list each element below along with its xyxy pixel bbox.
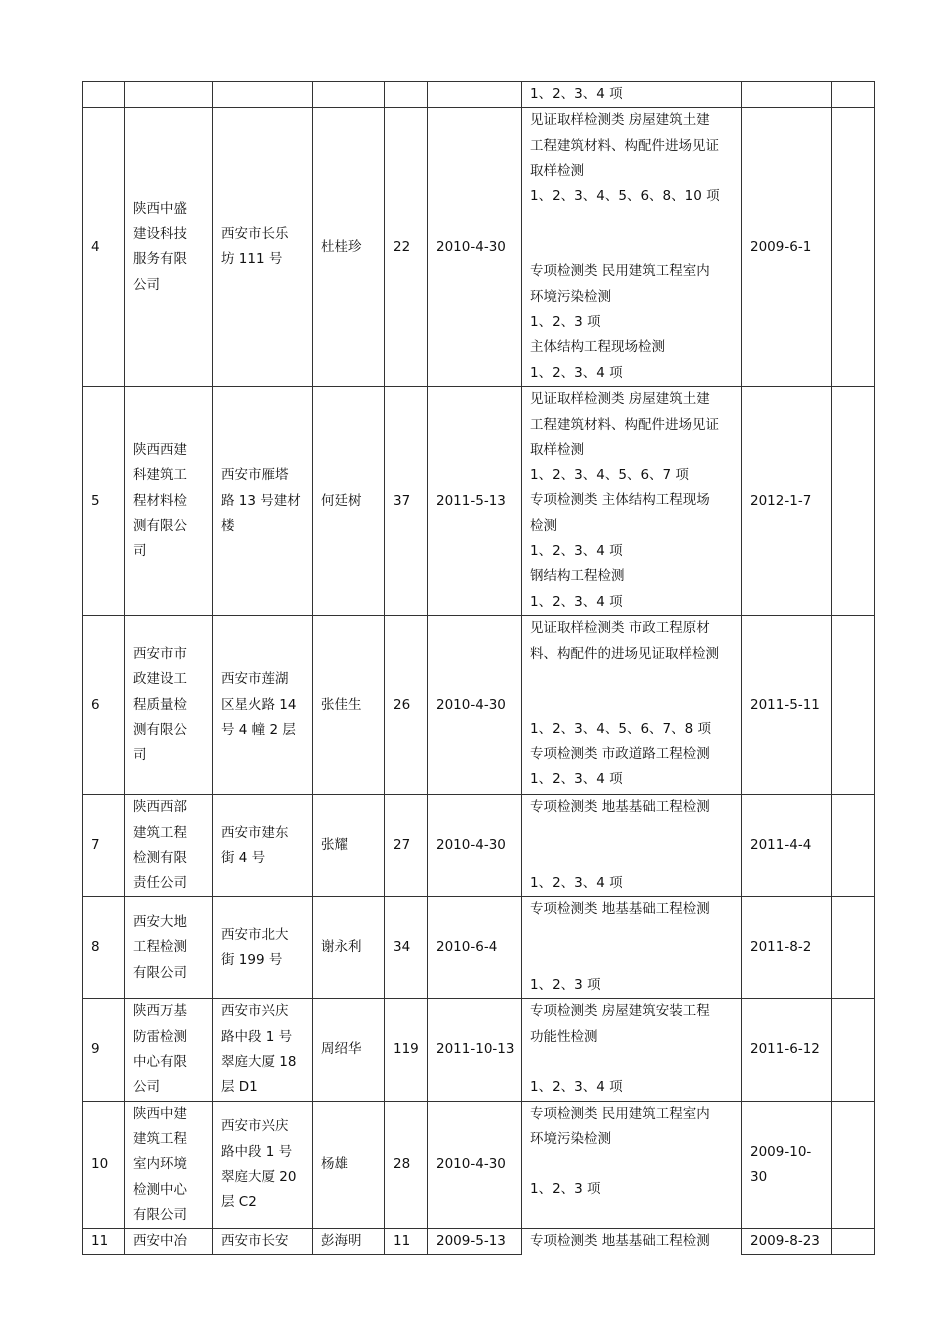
scope-line [530,846,733,871]
scope-line: 1、2、3、4 项 [530,593,623,610]
company-name-line: 测有限公 [133,721,187,738]
company-name [125,387,213,616]
company-name-line: 陕西西部 [133,799,187,816]
company-name-line: 室内环境 [133,1156,187,1173]
scope-line [530,1152,733,1177]
scope-line: 环境污染检测 [530,1130,611,1147]
legal-person: 彭海明 [313,1229,385,1255]
company-name-line: 西安市市 [133,646,187,663]
company-name-line: 责任公司 [133,875,187,892]
company-address-line: 层 C2 [221,1194,257,1211]
scope-cell [522,1101,742,1228]
scope-cell [522,897,742,999]
legal-person: 杨雄 [313,1101,385,1228]
scope-cell [522,999,742,1101]
scope-line [530,692,733,717]
remark-cell [832,616,875,795]
scope-line: 料、构配件的进场见证取样检测 [530,645,719,662]
legal-person: 张耀 [313,795,385,897]
issue-date: 2010-4-30 [428,795,522,897]
staff-count: 28 [385,1101,428,1228]
staff-count: 37 [385,387,428,616]
scope-line: 环境污染检测 [530,288,611,305]
expire-date: 2009-10-30 [742,1101,832,1228]
company-name-line: 建筑工程 [133,824,187,841]
scope-line [530,821,733,846]
row-number: 4 [83,108,125,387]
company-address-line: 西安市兴庆 [221,1118,289,1135]
company-address-line: 西安市北大 [221,926,289,943]
table-row [83,1101,875,1228]
scope-line: 1、2、3 项 [530,976,601,993]
scope-line: 专项检测类 民用建筑工程室内 [530,1105,710,1122]
issue-date: 2011-10-13 [428,999,522,1101]
scope-line: 见证取样检测类 市政工程原材 [530,620,710,637]
issue-date: 2011-5-13 [428,387,522,616]
remark-cell [832,795,875,897]
scope-cell [522,616,742,795]
scope-line: 1、2、3、4 项 [530,874,623,891]
scope-line: 取样检测 [530,441,584,458]
scope-line: 检测 [530,517,557,534]
company-name-line: 中心有限 [133,1054,187,1071]
company-address-line: 西安市长乐 [221,226,289,242]
table-row [83,999,875,1101]
scope-line: 1、2、3、4、5、6、8、10 项 [530,188,720,205]
remark-cell [832,999,875,1101]
company-address [213,795,313,897]
company-name-line: 有限公司 [133,964,187,981]
table-row [83,108,875,387]
company-name-line: 防雷检测 [133,1028,187,1045]
company-address-line: 楼 [221,517,235,534]
company-name-line: 检测有限 [133,849,187,866]
table-row [83,897,875,999]
company-address [213,1229,313,1255]
company-name [125,897,213,999]
remark-cell [832,1229,875,1255]
scope-line: 专项检测类 市政道路工程检测 [530,746,710,763]
issue-date: 2010-4-30 [428,1101,522,1228]
remark-cell [832,897,875,999]
remark-cell [832,1101,875,1228]
company-address-line: 西安市兴庆 [221,1003,289,1020]
issue-date: 2010-4-30 [428,108,522,387]
company-name [125,1101,213,1228]
scope-line: 专项检测类 地基基础工程检测 [530,799,710,816]
company-name-line: 科建筑工 [133,467,187,484]
scope-line: 专项检测类 地基基础工程检测 [530,1233,710,1250]
expire-date: 2009-8-23 [742,1229,832,1255]
scope-cell [522,1229,742,1255]
company-name-line: 陕西中建 [133,1105,187,1122]
remark-cell [832,387,875,616]
company-address-line: 路 13 号建材 [221,492,301,509]
company-name [125,108,213,387]
row-number: 11 [83,1229,125,1255]
company-name-line: 公司 [133,1079,160,1096]
company-name-line: 西安中冶 [133,1233,187,1250]
legal-person: 周绍华 [313,999,385,1101]
scope-line: 功能性检测 [530,1028,598,1045]
table-row [83,387,875,616]
legal-person: 杜桂珍 [313,108,385,387]
company-address [213,1101,313,1228]
staff-count: 26 [385,616,428,795]
staff-count: 27 [385,795,428,897]
scope-line: 专项检测类 民用建筑工程室内 [530,263,710,280]
scope-line: 1、2、3、4 项 [530,771,623,788]
issue-date: 2009-5-13 [428,1229,522,1255]
company-address-line: 街 199 号 [221,951,283,968]
company-address-line: 坊 111 号 [221,251,283,268]
scope-line [530,667,733,692]
company-address [213,897,313,999]
scope-cell [522,795,742,897]
company-name-line: 建设科技 [133,226,187,242]
company-name [125,999,213,1101]
expire-date: 2009-6-1 [742,108,832,387]
scope-cell [522,108,742,387]
row-number: 8 [83,897,125,999]
company-name-line: 司 [133,543,147,560]
expire-date: 2011-8-2 [742,897,832,999]
company-address-line: 西安市长安 [221,1233,289,1250]
remark-cell [832,108,875,387]
company-name-line: 公司 [133,276,160,293]
company-name-line: 工程检测 [133,939,187,956]
row-number: 5 [83,387,125,616]
company-name-line: 政建设工 [133,671,187,688]
scope-line: 见证取样检测类 房屋建筑土建 [530,112,710,129]
qualification-table [82,81,875,1255]
company-name-line: 陕西中盛 [133,200,187,217]
company-name-line: 建筑工程 [133,1130,187,1147]
scope-cell [522,387,742,616]
company-name-line: 测有限公 [133,517,187,534]
legal-person: 谢永利 [313,897,385,999]
scope-line: 专项检测类 房屋建筑安装工程 [530,1003,710,1020]
scope-line: 见证取样检测类 房屋建筑土建 [530,391,710,408]
company-address [213,387,313,616]
company-name-line: 服务有限 [133,251,187,268]
company-address-line: 西安市莲湖 [221,671,289,688]
company-name-line: 司 [133,747,147,764]
company-address-line: 西安市雁塔 [221,467,289,484]
company-address [213,616,313,795]
scope-line: 钢结构工程检测 [530,568,625,585]
scope-line [530,209,733,234]
company-address-line: 路中段 1 号 [221,1143,293,1160]
company-name-line: 西安大地 [133,914,187,931]
legal-person: 张佳生 [313,616,385,795]
company-name-line: 程质量检 [133,696,187,713]
company-address-line: 层 D1 [221,1079,258,1096]
company-name-line: 陕西西建 [133,442,187,459]
company-address-line: 路中段 1 号 [221,1028,293,1045]
row-number: 9 [83,999,125,1101]
scope-cell: 1、2、3、4 项 [522,82,742,108]
scope-line: 1、2、3、4、5、6、7、8 项 [530,720,712,737]
company-name-line: 检测中心 [133,1181,187,1198]
staff-count: 11 [385,1229,428,1255]
scope-line [530,1050,733,1075]
legal-person: 何廷树 [313,387,385,616]
company-name-line: 有限公司 [133,1206,187,1223]
expire-date: 2012-1-7 [742,387,832,616]
table-row [83,795,875,897]
company-address-line: 西安市建东 [221,824,289,841]
scope-line: 1、2、3、4 项 [530,1079,623,1096]
scope-line: 1、2、3 项 [530,314,601,331]
row-number: 6 [83,616,125,795]
company-name [125,1229,213,1255]
company-address [213,999,313,1101]
table-row [83,616,875,795]
table-row-top [83,82,875,108]
scope-line: 1、2、3、4、5、6、7 项 [530,467,689,484]
expire-date: 2011-6-12 [742,999,832,1101]
scope-line [530,234,733,259]
scope-line: 专项检测类 主体结构工程现场 [530,492,710,509]
row-number: 10 [83,1101,125,1228]
scope-line [530,923,733,948]
company-name [125,616,213,795]
scope-line: 专项检测类 地基基础工程检测 [530,901,710,918]
scope-line: 取样检测 [530,162,584,179]
staff-count: 22 [385,108,428,387]
company-name-line: 程材料检 [133,492,187,509]
row-number: 7 [83,795,125,897]
company-name [125,795,213,897]
issue-date: 2010-4-30 [428,616,522,795]
scope-line: 1、2、3、4 项 [530,364,623,381]
scope-line: 主体结构工程现场检测 [530,339,665,356]
company-address-line: 翠庭大厦 18 [221,1054,297,1071]
scope-line: 工程建筑材料、构配件进场见证 [530,416,719,433]
table-row [83,1229,875,1255]
expire-date: 2011-5-11 [742,616,832,795]
staff-count: 34 [385,897,428,999]
company-name-line: 陕西万基 [133,1003,187,1020]
scope-line [530,948,733,973]
company-address-line: 号 4 幢 2 层 [221,721,296,738]
scope-line: 工程建筑材料、构配件进场见证 [530,137,719,154]
company-address-line: 街 4 号 [221,849,266,866]
scope-line: 1、2、3、4 项 [530,543,623,560]
company-address-line: 区星火路 14 [221,696,297,713]
issue-date: 2010-6-4 [428,897,522,999]
scope-line: 1、2、3 项 [530,1181,601,1198]
staff-count: 119 [385,999,428,1101]
expire-date: 2011-4-4 [742,795,832,897]
company-address-line: 翠庭大厦 20 [221,1168,297,1185]
company-address [213,108,313,387]
